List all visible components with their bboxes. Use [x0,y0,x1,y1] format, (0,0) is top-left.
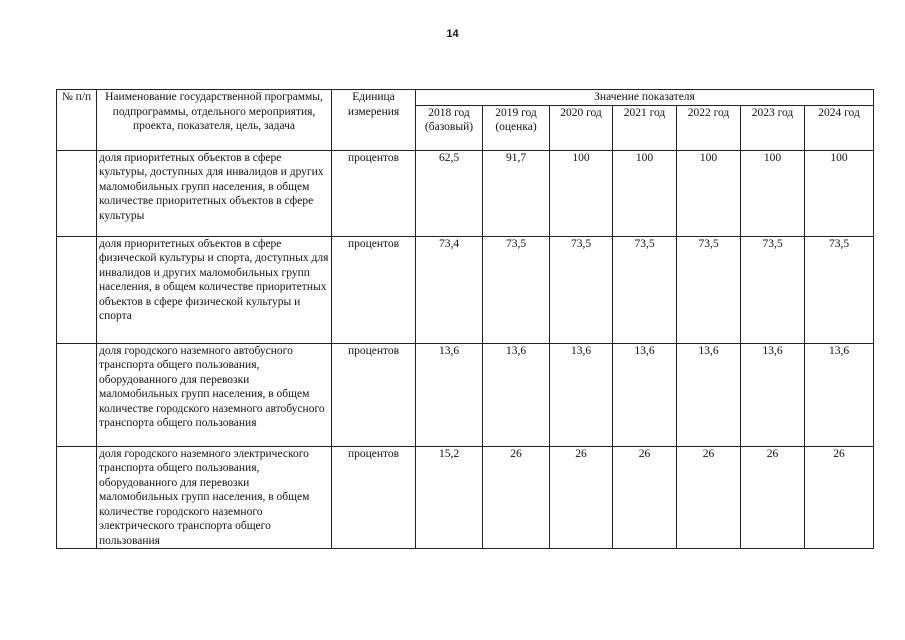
row-value: 26 [550,446,613,549]
header-year: 2023 год [741,105,805,150]
row-name: доля приоритетных объектов в сфере физической культуры и спорта, доступных для инвалидов и других маломобильных групп населения, в общем количестве приоритетных объектов в сфере физической культуры и спорта [97,236,332,343]
row-unit: процентов [332,343,416,446]
row-unit: процентов [332,446,416,549]
page-number: 14 [446,28,459,40]
row-value: 26 [483,446,550,549]
header-unit: Единица измерения [332,90,416,151]
row-value: 73,5 [613,236,677,343]
row-num [57,343,97,446]
header-year: 2021 год [613,105,677,150]
row-value: 13,6 [416,343,483,446]
row-value: 91,7 [483,150,550,236]
row-name: доля городского наземного автобусного транспорта общего пользования, оборудованного для перевозки маломобильных групп населения, в общем количестве городского наземного автобусного транспорта общего пользования [97,343,332,446]
row-value: 13,6 [613,343,677,446]
row-value: 13,6 [677,343,741,446]
row-value: 73,5 [677,236,741,343]
row-value: 73,5 [550,236,613,343]
row-num [57,150,97,236]
row-value: 13,6 [550,343,613,446]
row-value: 73,5 [805,236,874,343]
row-value: 13,6 [805,343,874,446]
header-value-group: Значение показателя [416,90,874,106]
indicators-table [56,89,874,549]
row-value: 100 [741,150,805,236]
header-year: 2024 год [805,105,874,150]
row-unit: процентов [332,236,416,343]
header-year: 2022 год [677,105,741,150]
row-value: 26 [613,446,677,549]
row-value: 100 [677,150,741,236]
row-value: 13,6 [741,343,805,446]
header-name: Наименование государственной программы, подпрограммы, отдельного мероприятия, проекта, показателя, цель, задача [97,90,332,151]
table-row [57,446,874,549]
header-num: № п/п [57,90,97,151]
row-value: 100 [805,150,874,236]
table-row [57,236,874,343]
row-value: 62,5 [416,150,483,236]
row-num [57,236,97,343]
header-year: 2018 год (базовый) [416,105,483,150]
row-value: 73,5 [741,236,805,343]
table-row [57,150,874,236]
row-value: 15,2 [416,446,483,549]
row-value: 13,6 [483,343,550,446]
header-row [57,90,874,106]
row-value: 100 [550,150,613,236]
header-year: 2019 год (оценка) [483,105,550,150]
row-name: доля приоритетных объектов в сфере культуры, доступных для инвалидов и других маломобильных групп населения, в общем количестве приоритетных объектов в сфере культуры [97,150,332,236]
row-value: 100 [613,150,677,236]
row-num [57,446,97,549]
row-value: 73,4 [416,236,483,343]
row-value: 26 [741,446,805,549]
row-value: 26 [805,446,874,549]
row-value: 73,5 [483,236,550,343]
row-name: доля городского наземного электрического транспорта общего пользования, оборудованного для перевозки маломобильных групп населения, в общем количестве городского наземного электрического транспорта общего пользования [97,446,332,549]
header-year: 2020 год [550,105,613,150]
row-unit: процентов [332,150,416,236]
table-row [57,343,874,446]
row-value: 26 [677,446,741,549]
